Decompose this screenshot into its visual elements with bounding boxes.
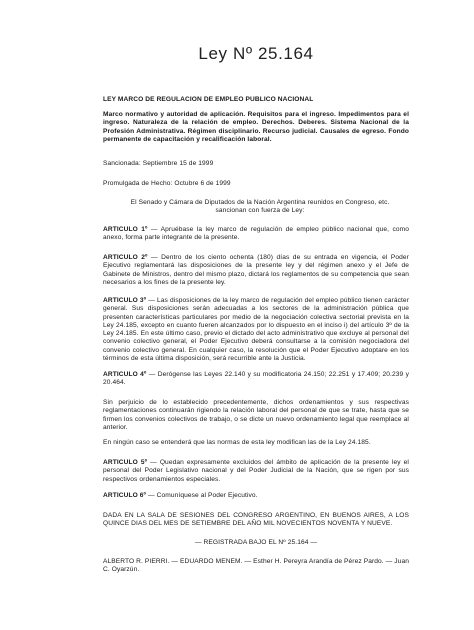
preamble: El Senado y Cámara de Diputados de la Nación Argentina reunidos en Congreso, etc. sancionan con fuerza de Ley: — [130, 199, 390, 215]
article-text: — Quedan expresamente excluidos del ámbito de aplicación de la presente ley el personal del Poder Legislativo nacional y del Poder Judicial de la Nación, que se rigen por sus respectivos ordenamientos especiales. — [103, 459, 409, 483]
paragraph-precedente: Sin perjuicio de lo establecido precedentemente, dichos ordenamientos y sus respectivas reglamentaciones continuarán rigiendo la relación laboral del personal de que se trate, hasta que se firmen los convenios colectivos de trabajo, o se dicte un nuevo ordenamiento legal que reemplace al anterior. — [103, 399, 409, 431]
law-heading: LEY MARCO DE REGULACION DE EMPLEO PUBLICO NACIONAL — [103, 96, 314, 103]
article-2 — [103, 254, 409, 287]
dada-en-la-sala: DADA EN LA SALA DE SESIONES DEL CONGRESO ARGENTINO, EN BUENOS AIRES, A LOS QUINCE DIAS DEL MES DE SETIEMBRE DEL AÑO MIL NOVECIENTOS NOVENTA Y NUEVE. — [103, 512, 409, 528]
article-3 — [103, 297, 409, 363]
article-5 — [103, 459, 409, 484]
paragraph-ningun-caso: En ningún caso se entenderá que las normas de esta ley modifican las de la Ley 24.185. — [103, 439, 371, 446]
sancionada-date: Sancionada: Septiembre 15 de 1999 — [103, 160, 214, 167]
law-title: Ley Nº 25.164 — [198, 44, 314, 63]
article-label: ARTICULO 6º — [103, 492, 147, 499]
law-summary: Marco normativo y autoridad de aplicación. Requisitos para el ingreso. Impedimentos para el ingreso. Naturaleza de la relación de empleo. Derechos. Deberes. Sistema Nacional de la Profesión Administrativa. Régimen disciplinario. Recurso judicial. Causales de egreso. Fondo permanente de capacitación y recalificación laboral. — [103, 111, 409, 143]
article-4 — [103, 371, 409, 388]
signatures: ALBERTO R. PIERRI. — EDUARDO MENEM. — Esther H. Pereyra Arandía de Pérez Pardo. — Juan C. Oyarzún. — [103, 558, 409, 574]
registrada-line: — REGISTRADA BAJO EL Nº 25.164 — — [194, 539, 318, 546]
article-text: — Comuníquese al Poder Ejecutivo. — [148, 492, 258, 499]
article-text: — Las disposiciones de la ley marco de regulación del empleo público tienen carácter general. Sus disposiciones serán adecuadas a los sectores de la administración pública que presenten características particulares por medio de la negociación colectiva sectorial prevista en la Ley 24.185, excepto en cuanto fueren alcanzados por lo dispuesto en el inciso i) del artículo 3º de la Ley 24.185. En este último caso, previo el dictado del acto administrativo que excluye al personal del convenio colectivo general, el Poder Ejecutivo deberá consultarse a la comisión negociadora del convenio colectivo general. En cualquier caso, la resolución que el Poder Ejecutivo adoptare en los términos de esta última disposición, será recurrible ante la Justicia. — [103, 297, 409, 363]
article-label: ARTICULO 3º — [103, 297, 147, 304]
article-label: ARTICULO 5º — [103, 459, 148, 466]
article-text: — Dentro de los ciento ochenta (180) días de su entrada en vigencia, el Poder Ejecutivo reglamentará las disposiciones de la presente ley y del régimen anexo y el Jefe de Gabinete de Ministros, dentro del mismo plazo, dictará los reglamentos de su competencia que sean necesarios a los fines de la presente ley. — [103, 254, 409, 286]
article-1 — [103, 226, 409, 243]
article-text: — Derógense las Leyes 22.140 y su modificatoria 24.150; 22.251 y 17.409; 20.239 y 20.464. — [103, 371, 409, 387]
article-text: — Apruébase la ley marco de regulación de empleo público nacional que, como anexo, forma parte integrante de la presente. — [103, 226, 409, 242]
article-label: ARTICULO 4º — [103, 371, 147, 378]
article-6 — [103, 492, 409, 500]
article-label: ARTICULO 1º — [103, 226, 148, 233]
promulgada-date: Promulgada de Hecho: Octubre 6 de 1999 — [103, 180, 231, 187]
article-label: ARTICULO 2º — [103, 254, 148, 261]
